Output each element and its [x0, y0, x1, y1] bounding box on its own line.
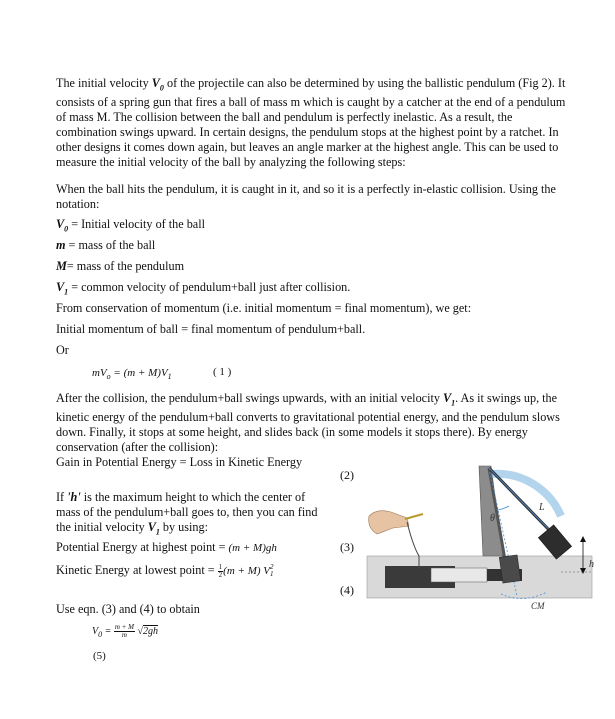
kinetic-energy-line: Kinetic Energy at lowest point = $\frac{1}{2}(m + M)$ V 2 1: [56, 562, 274, 579]
notation-M: M= mass of the pendulum: [56, 259, 185, 273]
gain-text: Gain in Potential Energy = Loss in Kinetic Energy: [56, 455, 303, 469]
label-L: L: [539, 502, 545, 513]
equation-2-number: (2): [340, 468, 354, 482]
ballistic-pendulum-figure: [365, 456, 597, 612]
equation-1: $mV_o = (m + M)V_1$: [92, 367, 172, 382]
after-collision-paragraph: After the collision, the pendulum+ball swings upwards, with an initial velocity $V_1$. As it swings up, the kinetic energy of the pendulum+ball converts to gravitational potential energy, and the pendulum slows down. Finally, it stops at some height, and slides back (in some models it stops there). By energy conservation (after the collision):: [56, 391, 560, 455]
potential-energy-line: Potential Energy at highest point = (m + M)gh: [56, 540, 277, 554]
equation-3-number: (3): [340, 540, 354, 554]
notation-v0: $V_0$ = Initial velocity of the ball: [56, 217, 205, 234]
equation-5-number: (5): [93, 650, 106, 662]
label-h: h: [589, 559, 594, 570]
height-paragraph: If 'h' is the maximum height to which the center of mass of the pendulum+ball goes to, then you can find the initial velocity $V_1$ by using:: [56, 490, 318, 537]
or-text: Or: [56, 343, 69, 357]
equation-1-number: ( 1 ): [213, 366, 232, 378]
collision-paragraph: When the ball hits the pendulum, it is caught in it, and so it is a perfectly in-elastic collision. Using the notation:: [56, 182, 556, 211]
label-cm: CM: [531, 601, 545, 611]
label-theta: θ: [490, 513, 495, 524]
equation-4-number: (4): [340, 583, 354, 597]
equation-5: $V_0$ = $\frac{m + M}{m} √2gh$: [92, 623, 158, 640]
momentum-paragraph: From conservation of momentum (i.e. initial momentum = final momentum), we get:: [56, 301, 472, 315]
intro-paragraph: The initial velocity $V_0$ of the projectile can also be determined by using the ballistic pendulum (Fig 2). It consists of a spring gun that fires a ball of mass m which is caught by a catcher at the end of a pendulum of mass M. The collision between the ball and pendulum is perfectly inelastic. As a result, the combination swings upward. In certain designs, the pendulum stops at the highest point by a ratchet. In other designs it comes down again, but leaves an angle marker at the highest angle. This can be used to measure the initial velocity of the ball by analyzing the following steps:: [56, 76, 566, 170]
gun-label-plate: [431, 568, 487, 582]
notation-v1: $V_1$ = common velocity of pendulum+ball just after collision.: [56, 280, 351, 297]
catcher-rest: [499, 555, 520, 583]
notation-m: m = mass of the ball: [56, 238, 156, 252]
momentum-equation-text: Initial momentum of ball = final momentum of pendulum+ball.: [56, 322, 366, 336]
use-text: Use eqn. (3) and (4) to obtain: [56, 602, 200, 616]
